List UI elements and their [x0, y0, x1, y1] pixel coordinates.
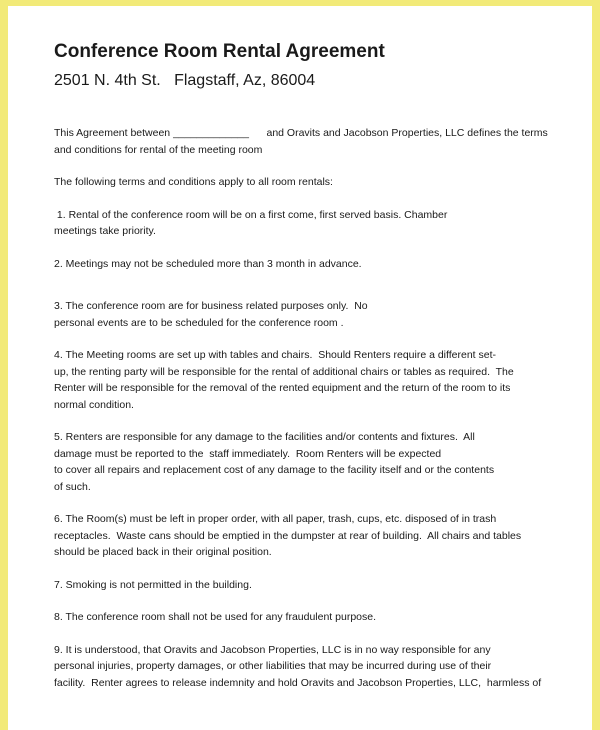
text-line: personal injuries, property damages, or other liabilities that may be incurred during use of their — [54, 660, 492, 672]
text-line: to cover all repairs and replacement cost of any damage to the facility itself and or the contents — [54, 464, 495, 476]
paragraph-term-9 — [54, 642, 554, 692]
text-line: 5. Renters are responsible for any damage to the facilities and/or contents and fixtures. All — [54, 431, 475, 443]
document-address: 2501 N. 4th St. Flagstaff, Az, 86004 — [54, 72, 316, 89]
text-line: 4. The Meeting rooms are set up with tables and chairs. Should Renters require a different set- — [54, 349, 497, 361]
text-line: This Agreement between _____________ and Oravits and Jacobson Properties, LLC defines the terms — [54, 127, 548, 139]
paragraph-term-7 — [54, 577, 554, 594]
text-line: The following terms and conditions apply to all room rentals: — [54, 176, 333, 188]
text-line: of such. — [54, 480, 91, 493]
paragraph-term-3 — [54, 298, 554, 331]
paragraph-term-2 — [54, 256, 554, 273]
text-line: 2. Meetings may not be scheduled more than 3 month in advance. — [54, 257, 362, 270]
text-line: damage must be reported to the staff immediately. Room Renters will be expected — [54, 447, 442, 460]
text-line: Renter will be responsible for the removal of the rented equipment and the return of the room to its — [54, 382, 511, 394]
text-line: 6. The Room(s) must be left in proper order, with all paper, trash, cups, etc. disposed of in trash — [54, 513, 497, 525]
paragraph-term-1 — [54, 207, 554, 240]
text-line: normal condition. — [54, 398, 134, 411]
document-page — [54, 40, 554, 691]
text-line: facility. Renter agrees to release indemnity and hold Oravits and Jacobson Properties, LLC, harmless of — [54, 676, 542, 689]
text-line: and conditions for rental of the meeting room — [54, 143, 263, 156]
text-line: personal events are to be scheduled for the conference room . — [54, 316, 344, 329]
text-line: 9. It is understood, that Oravits and Jacobson Properties, LLC is in no way responsible for any — [54, 643, 491, 656]
paragraph-term-6 — [54, 511, 554, 561]
text-line: should be placed back in their original position. — [54, 546, 272, 558]
paragraph-terms-intro — [54, 174, 554, 191]
text-line: 8. The conference room shall not be used for any fraudulent purpose. — [54, 611, 377, 623]
text-line: 1. Rental of the conference room will be on a first come, first served basis. Chamber — [54, 208, 448, 221]
text-line: receptacles. Waste cans should be emptied in the dumpster at rear of building. All chairs and tables — [54, 529, 522, 542]
document-title: Conference Room Rental Agreement — [54, 41, 385, 62]
text-line: up, the renting party will be responsible for the rental of additional chairs or tables as required. The — [54, 365, 514, 378]
paragraph-term-4 — [54, 347, 554, 413]
text-line: 7. Smoking is not permitted in the building. — [54, 578, 252, 591]
paragraph-intro — [54, 125, 554, 158]
paragraph-term-5 — [54, 429, 554, 495]
text-line: 3. The conference room are for business related purposes only. No — [54, 300, 368, 312]
text-line: meetings take priority. — [54, 225, 156, 237]
paragraph-term-8 — [54, 609, 554, 626]
document-body — [54, 125, 554, 691]
